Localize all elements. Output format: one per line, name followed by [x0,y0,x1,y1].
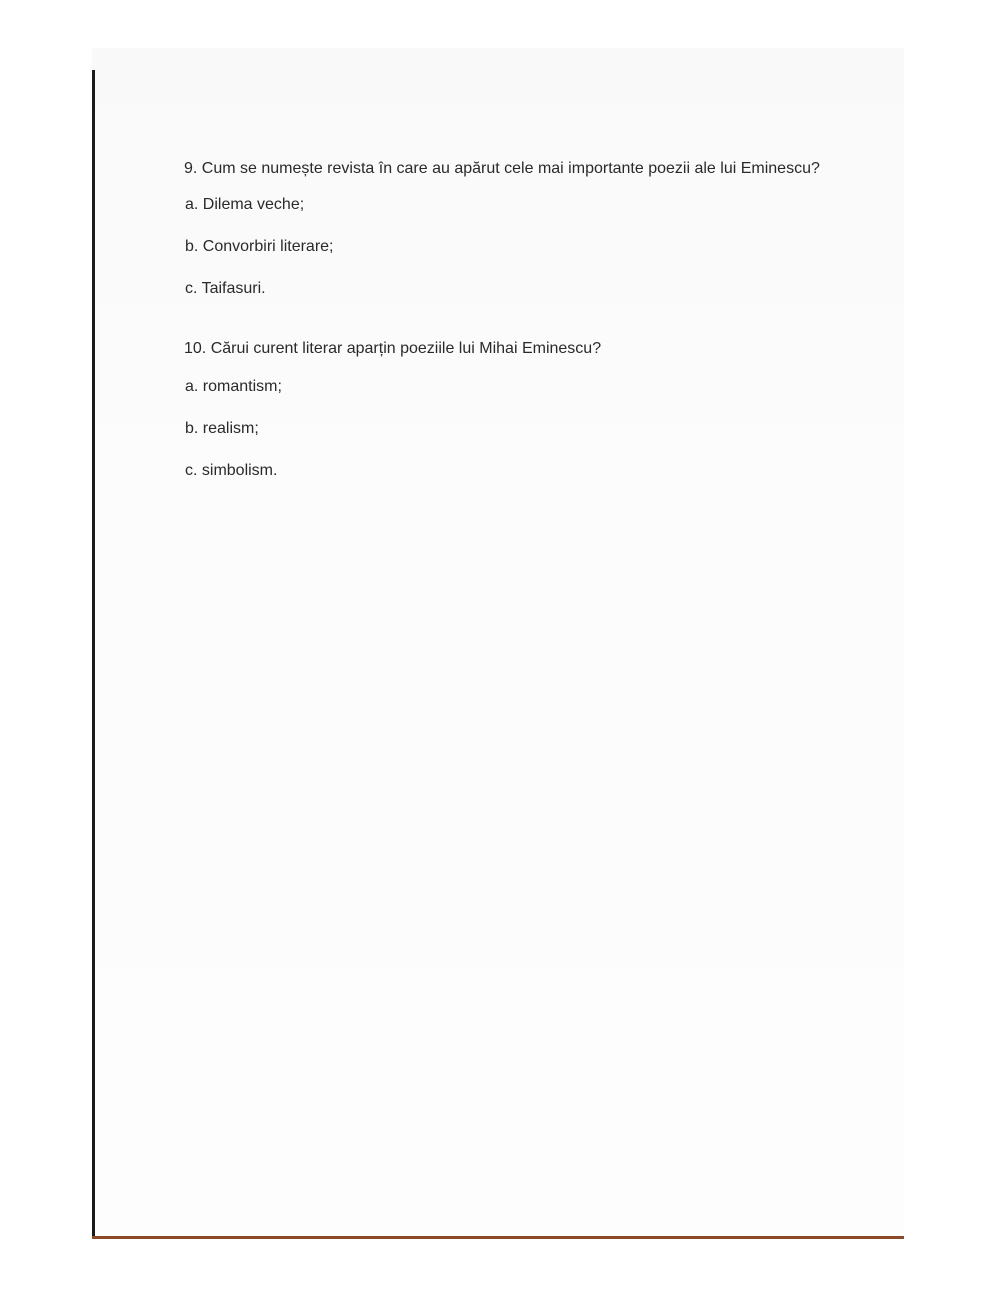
quiz-content [184,153,824,502]
question-9-text: 9. Cum se numește revista în care au apărut cele mai importante poezii ale lui Eminescu? [184,160,820,177]
paper-bottom-edge [92,1236,904,1239]
question-block-9 [184,153,824,300]
question-10-option-a: a. romantism; [185,378,282,395]
question-10-text: 10. Cărui curent literar aparțin poeziile lui Mihai Eminescu? [184,340,602,357]
question-10-option-c: c. simbolism. [185,462,278,479]
question-block-10 [184,333,824,482]
question-9-option-a: a. Dilema veche; [185,196,305,213]
question-10-option-b: b. realism; [185,420,259,437]
question-9-option-c: c. Taifasuri. [185,280,266,297]
question-9-option-b: b. Convorbiri literare; [185,238,334,255]
paper-left-edge [92,70,95,1238]
